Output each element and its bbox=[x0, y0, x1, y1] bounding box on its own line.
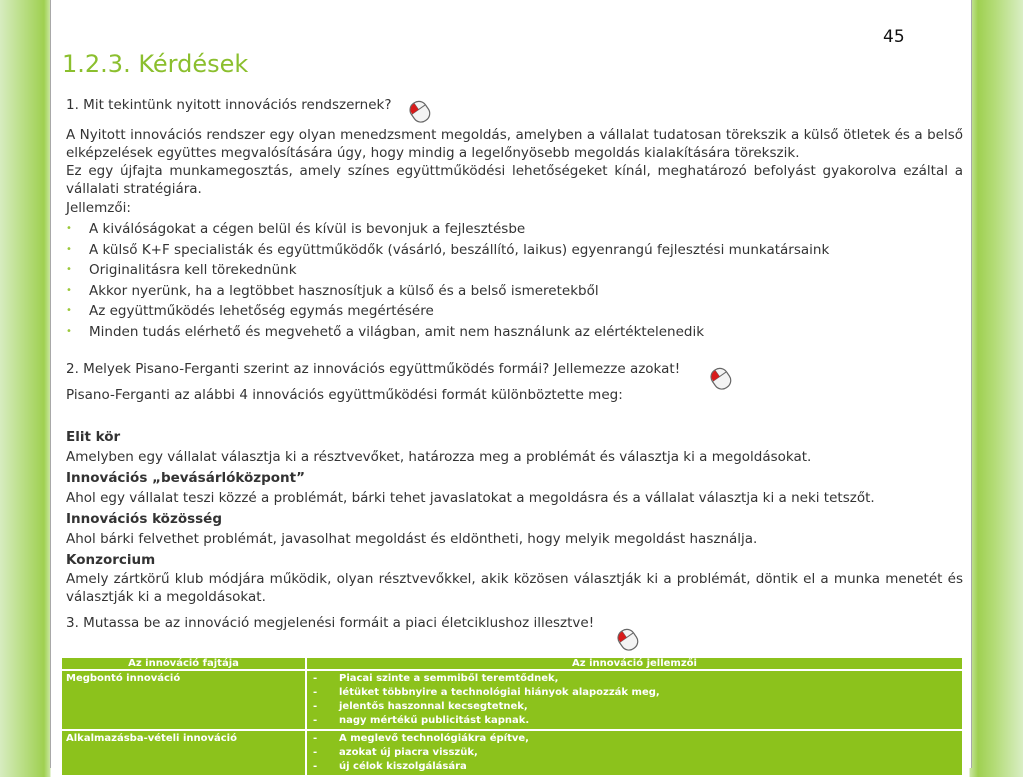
bullet-dot-icon: • bbox=[66, 325, 72, 337]
form-name: Elit kör bbox=[66, 428, 121, 445]
computer-mouse-icon bbox=[706, 365, 736, 391]
table-header: Az innováció jellemzői bbox=[306, 657, 963, 670]
list-item: • Originalitásra kell törekednünk bbox=[66, 260, 963, 281]
table-cell-type: Alkalmazásba-vételi innováció bbox=[61, 730, 306, 776]
table-header: Az innováció fajtája bbox=[61, 657, 306, 670]
computer-mouse-icon bbox=[613, 626, 643, 652]
question-1-text: 1. Mit tekintünk nyitott innovációs rendszernek? bbox=[66, 97, 392, 113]
form-name: Innovációs közösség bbox=[66, 510, 222, 527]
q1-paragraph-2: Ez egy újfajta munkamegosztás, amely színes együttműködési lehetőségeket kínál, meghatározó befolyást gyakorolva ezáltal a vállalati stratégiára. bbox=[66, 163, 963, 197]
features-label: Jellemzői: bbox=[66, 200, 131, 216]
form-name: Konzorcium bbox=[66, 551, 156, 568]
trait-item: - jelentős haszonnal kecsegtetnek, bbox=[313, 701, 528, 712]
bullet-dot-icon: • bbox=[66, 223, 72, 234]
trait-item: - új célok kiszolgálására bbox=[313, 761, 467, 772]
table-cell-traits bbox=[306, 730, 963, 776]
trait-item: - létüket többnyire a technológiai hiányok alapozzák meg, bbox=[313, 687, 660, 698]
trait-item: - A meglevő technológiákra építve, bbox=[313, 733, 529, 744]
table-row bbox=[61, 670, 963, 730]
list-item: • Akkor nyerünk, ha a legtöbbet hasznosítjuk a külső és a belső ismeretekből bbox=[66, 281, 963, 302]
table-cell-traits bbox=[306, 670, 963, 730]
trait-item: - Piacai szinte a semmiből teremtődnek, bbox=[313, 673, 559, 684]
form-description: Ahol egy vállalat teszi közzé a problémát, bárki tehet javaslatokat a megoldásra és a vállalat választja ki a neki tetszőt. bbox=[66, 490, 875, 507]
q2-intro: Pisano-Ferganti az alábbi 4 innovációs együttműködési formát különböztette meg: bbox=[66, 386, 623, 403]
table-cell-type: Megbontó innováció bbox=[61, 670, 306, 730]
innovation-table bbox=[60, 656, 964, 777]
slide-content bbox=[66, 96, 963, 632]
list-item: • Minden tudás elérhető és megvehető a világban, amit nem használunk az elértéktelenedik bbox=[66, 322, 963, 343]
list-item: • A kiválóságokat a cégen belül és kívül is bevonjuk a fejlesztésbe bbox=[66, 219, 963, 240]
question-2: 2. Melyek Pisano-Ferganti szerint az innovációs együttműködés formái? Jellemezze azokat! bbox=[66, 360, 681, 377]
bullet-dot-icon: • bbox=[66, 284, 72, 296]
q1-paragraph-1: A Nyitott innovációs rendszer egy olyan menedzsment megoldás, amelyben a vállalat tudatosan törekszik a külső ötletek és a belső elképzelések együttes megvalósítására úgy, hogy mindig a legelőnyösebb megoldás kialakítására törekszik. bbox=[66, 127, 963, 161]
trait-item: - azokat új piacra visszük, bbox=[313, 747, 478, 758]
trait-item: - nagy mértékű publicitást kapnak. bbox=[313, 715, 530, 726]
computer-mouse-icon bbox=[405, 98, 435, 124]
table-row bbox=[61, 730, 963, 776]
bullet-dot-icon: • bbox=[66, 264, 72, 276]
form-description: Amely zártkörű klub módjára működik, olyan résztvevőkkel, akik közösen választják ki a problémát, döntik el a munka menetét és választják ki a megoldásokat. bbox=[66, 571, 963, 606]
bullet-dot-icon: • bbox=[66, 243, 72, 255]
bullet-dot-icon: • bbox=[66, 305, 72, 317]
form-description: Ahol bárki felvethet problémát, javasolhat megoldást és eldöntheti, hogy melyik megoldást használja. bbox=[66, 531, 758, 548]
table-header-row bbox=[61, 657, 963, 670]
question-3: 3. Mutassa be az innováció megjelenési formáit a piaci életciklushoz illesztve! bbox=[66, 615, 595, 632]
list-item: • Az együttműködés lehetőség egymás megértésére bbox=[66, 301, 963, 322]
form-name: Innovációs „bevásárlóközpont” bbox=[66, 469, 305, 486]
list-item: • A külső K+F specialisták és együttműködők (vásárló, beszállító, laikus) egyenrangú fejlesztési munkatársaink bbox=[66, 240, 963, 261]
question-1 bbox=[66, 96, 963, 114]
page-title: 1.2.3. Kérdések bbox=[62, 50, 249, 78]
slide-number: 45 bbox=[883, 27, 905, 47]
form-description: Amelyben egy vállalat választja ki a résztvevőket, határozza meg a problémát és választja ki a megoldásokat. bbox=[66, 449, 812, 466]
features-list bbox=[66, 219, 963, 343]
